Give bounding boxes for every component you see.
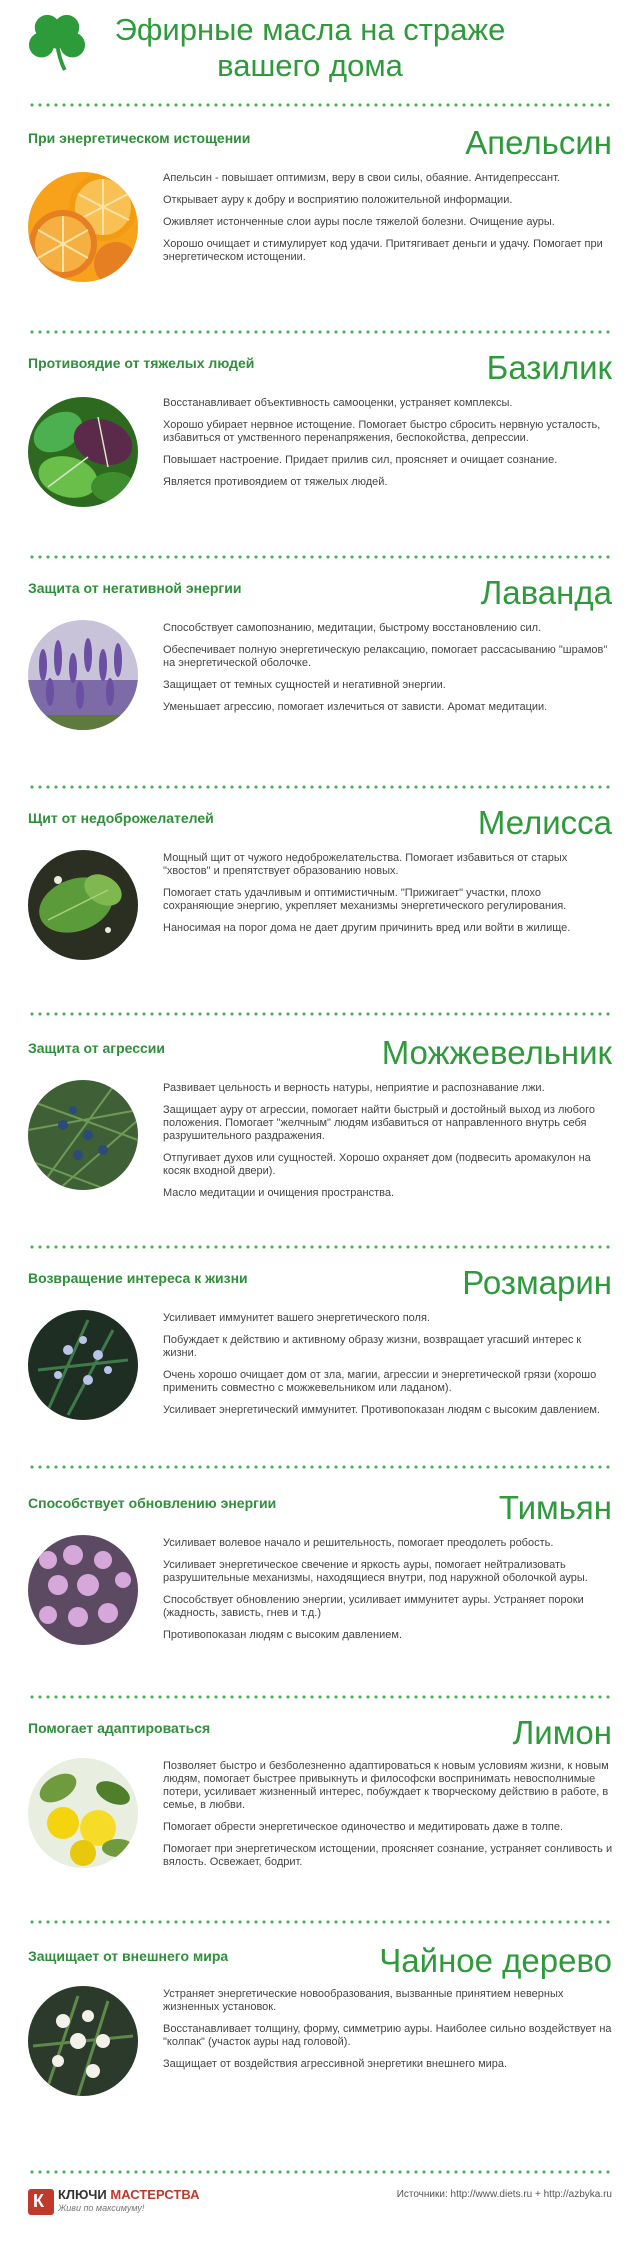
paragraph: Масло медитации и очищения пространства. [163,1187,394,1199]
section-subtitle: Щит от недоброжелателей [28,810,214,826]
paragraph: Помогает стать удачливым и оптимистичным. "Прижигает" участки, плохо сохраняющие энергию, укрепляет механизмы энергетического регулирования. [163,887,567,912]
sources-link[interactable]: Источники: http://www.diets.ru + http://azbyka.ru [396,2189,612,2200]
logo-icon [28,2189,54,2215]
logo-slogan: Живи по максимуму! [58,2203,145,2213]
paragraph: Усиливает энергетический иммунитет. Противопоказан людям с высоким давлением. [163,1404,600,1416]
section-subtitle: При энергетическом истощении [28,130,251,146]
paragraph: Наносимая на порог дома не дает другим причинить вред или войти в жилище. [163,922,571,934]
section-subtitle: Помогает адаптироваться [28,1720,211,1736]
logo-word-2: МАСТЕРСТВА [110,2187,200,2202]
paragraph: Повышает настроение. Придает прилив сил, проясняет и очищает сознание. [163,454,558,466]
paragraph: Восстанавливает объективность самооценки, устраняет комплексы. [163,397,513,409]
paragraph: Отпугивает духов или сущностей. Хорошо охраняет дом (подвесить аромакулон на косяк входной двери). [163,1152,591,1177]
section-name: Базилик [486,349,612,386]
section-subtitle: Защита от агрессии [28,1040,166,1056]
paragraph: Восстанавливает толщину, форму, симметрию ауры. Наиболее сильно воздействует на "колпак" (участок ауры над головой). [163,2023,612,2048]
section-text [163,1312,613,1426]
paragraph: Усиливает иммунитет вашего энергетического поля. [163,1312,430,1324]
paragraph: Усиливает энергетическое свечение и яркость ауры, помогает нейтрализовать разрушительные механизмы, находящиеся внутри, под наружной оболочкой ауры. [163,1559,588,1584]
melissa-photo [28,850,138,960]
orange-photo [28,172,138,282]
paragraph: Побуждает к действию и активному образу жизни, возвращает угасший интерес к жизни. [163,1334,582,1359]
section-text [163,852,613,944]
paragraph: Обеспечивает полную энергетическую релаксацию, помогает рассасыванию "шрамов" на энергетической оболочке. [163,644,608,669]
basil-photo [28,397,138,507]
section-subtitle: Защита от негативной энергии [28,580,242,596]
section-name: Лаванда [480,574,612,611]
section-text [163,397,613,498]
section-subtitle: Защищает от внешнего мира [28,1948,229,1964]
section-subtitle: Противоядие от тяжелых людей [28,355,255,371]
section-text [163,622,613,723]
section-name: Розмарин [462,1264,612,1301]
paragraph: Очень хорошо очищает дом от зла, магии, агрессии и энергетической грязи (хорошо применить совместно с можжевельником или ладаном). [163,1369,597,1394]
paragraph: Противопоказан людям с высоким давлением. [163,1629,402,1641]
divider [28,1920,612,1924]
divider [28,1465,612,1469]
section-text [163,172,613,273]
paragraph: Защищает ауру от агрессии, помогает найти быстрый и достойный выход из любого положения. Помогает "желчным" людям избавиться от направленного внутрь себя разрушительного раздражения. [163,1104,595,1142]
paragraph: Защищает от темных сущностей и негативной энергии. [163,679,446,691]
footer [0,2175,640,2245]
paragraph: Является противоядием от тяжелых людей. [163,476,388,488]
header [0,0,640,95]
section-name: Апельсин [465,124,612,161]
divider [28,555,612,559]
clover-icon [28,10,86,72]
paragraph: Устраняет энергетические новообразования, вызванные принятием неверных жизненных установок. [163,1988,564,2013]
paragraph: Защищает от воздействия агрессивной энергетики внешнего мира. [163,2058,508,2070]
logo-word-1: КЛЮЧИ [58,2187,107,2202]
section-text [163,1988,613,2080]
section-name: Можжевельник [381,1034,612,1071]
paragraph: Развивает цельность и верность натуры, неприятие и распознавание лжи. [163,1082,545,1094]
section-text [163,1760,613,1878]
divider [28,103,612,107]
divider [28,1245,612,1249]
paragraph: Усиливает волевое начало и решительность, помогает преодолеть робость. [163,1537,554,1549]
divider [28,1012,612,1016]
paragraph: Позволяет быстро и безболезненно адаптироваться к новым условиям жизни, к новым людям, помогает быстрее привыкнуть и философски воспринимать невосполнимые потери, усиливает жизненный интерес, побуждает к творческому действию в работе, в семье, в любви. [163,1760,609,1811]
divider [28,785,612,789]
section-text [163,1537,613,1651]
section-subtitle: Способствует обновлению энергии [28,1495,277,1511]
paragraph: Помогает при энергетическом истощении, проясняет сознание, устраняет сонливость и вялость. Освежает, бодрит. [163,1843,613,1868]
divider [28,330,612,334]
tea-tree-photo [28,1986,138,2096]
rosemary-photo [28,1310,138,1420]
page-title: Эфирные масла на страже вашего дома [114,12,506,83]
paragraph: Помогает обрести энергетическое одиночество и медитировать даже в толпе. [163,1821,564,1833]
logo-letter: К [33,2191,44,2211]
paragraph: Апельсин - повышает оптимизм, веру в свои силы, обаяние. Антидепрессант. [163,172,560,184]
section-name: Лимон [512,1714,612,1751]
logo-text [58,2187,199,2202]
thyme-photo [28,1535,138,1645]
paragraph: Уменьшает агрессию, помогает излечиться от зависти. Аромат медитации. [163,701,548,713]
lavender-photo [28,620,138,730]
section-name: Тимьян [498,1489,612,1526]
paragraph: Открывает ауру к добру и восприятию положительной информации. [163,194,513,206]
section-name: Чайное дерево [379,1942,612,1979]
divider [28,2170,612,2174]
paragraph: Мощный щит от чужого недоброжелательства. Помогает избавиться от старых "хвостов" и препятствует образованию новых. [163,852,568,877]
paragraph: Хорошо очищает и стимулирует код удачи. Притягивает деньги и удачу. Помогает при энергетическом истощении. [163,238,603,263]
section-text [163,1082,613,1209]
lemon-photo [28,1758,138,1868]
paragraph: Способствует обновлению энергии, усиливает иммунитет ауры. Устраняет пороки (жадность, зависть, гнев и т.д.) [163,1594,584,1619]
section-name: Мелисса [477,804,612,841]
divider [28,1695,612,1699]
section-subtitle: Возвращение интереса к жизни [28,1270,248,1286]
paragraph: Хорошо убирает нервное истощение. Помогает быстро сбросить нервную усталость, избавиться от умственного перенапряжения, беспокойства, депрессии. [163,419,601,444]
paragraph: Оживляет истонченные слои ауры после тяжелой болезни. Очищение ауры. [163,216,555,228]
juniper-photo [28,1080,138,1190]
paragraph: Способствует самопознанию, медитации, быстрому восстановлению сил. [163,622,542,634]
